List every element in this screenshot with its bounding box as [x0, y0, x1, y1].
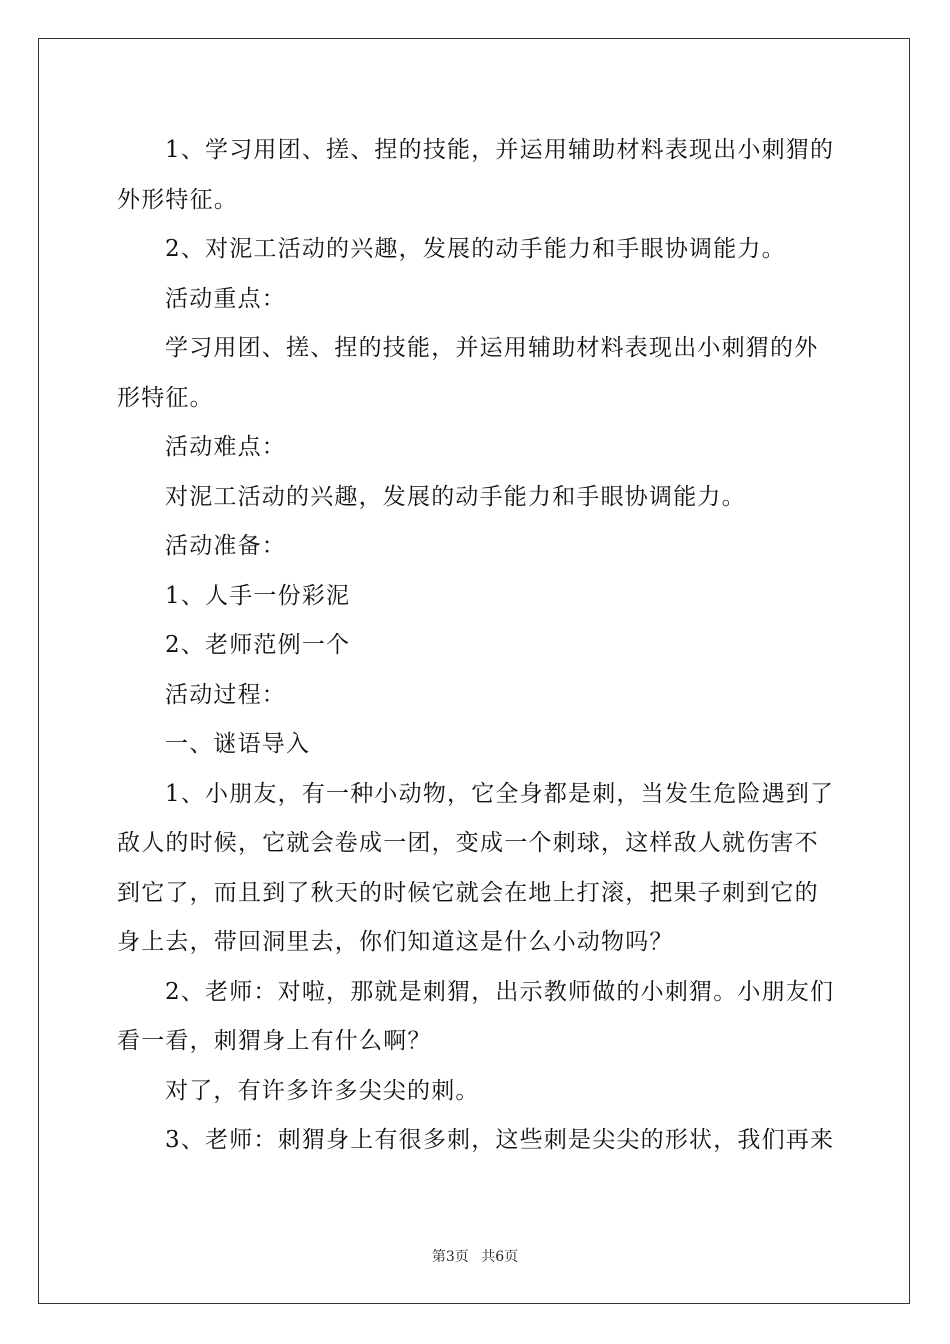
section-heading: 活动重点：	[165, 285, 286, 312]
paragraph: 1、小朋友，有一种小动物，它全身都是刺，当发生危险遇到了敌人的时候，它就会卷成一团，变成一个刺球，这样敌人就伤害不到它了，而且到了秋天的时候它就会在地上打滚，把果子刺到它的身上去，带回洞里去，你们知道这是什么小动物吗？	[117, 780, 835, 955]
subsection-heading: 一、谜语导入	[165, 731, 311, 757]
section-heading: 活动准备：	[165, 533, 286, 559]
list-item: 1、人手一份彩泥	[165, 582, 351, 609]
paragraph: 2、对泥工活动的兴趣，发展的动手能力和手眼协调能力。	[165, 236, 786, 262]
paragraph: 1、学习用团、搓、捏的技能，并运用辅助材料表现出小刺猬的外形特征。	[117, 137, 835, 213]
paragraph: 2、老师：对啦，那就是刺猬，出示教师做的小刺猬。小朋友们看一看，刺猬身上有什么啊？	[117, 978, 835, 1054]
page-footer	[0, 1246, 950, 1266]
paragraph: 对了，有许多许多尖尖的刺。	[165, 1077, 480, 1104]
page-total: 共6页	[481, 1249, 519, 1265]
page-number: 第3页	[431, 1249, 469, 1265]
section-heading: 活动难点：	[165, 434, 286, 460]
paragraph: 3、老师：刺猬身上有很多刺，这些刺是尖尖的形状，我们再来	[165, 1127, 835, 1153]
section-heading: 活动过程：	[165, 681, 286, 708]
document-body	[117, 126, 837, 1166]
paragraph: 学习用团、搓、捏的技能，并运用辅助材料表现出小刺猬的外形特征。	[117, 335, 819, 411]
list-item: 2、老师范例一个	[165, 632, 351, 658]
paragraph: 对泥工活动的兴趣，发展的动手能力和手眼协调能力。	[165, 483, 746, 510]
